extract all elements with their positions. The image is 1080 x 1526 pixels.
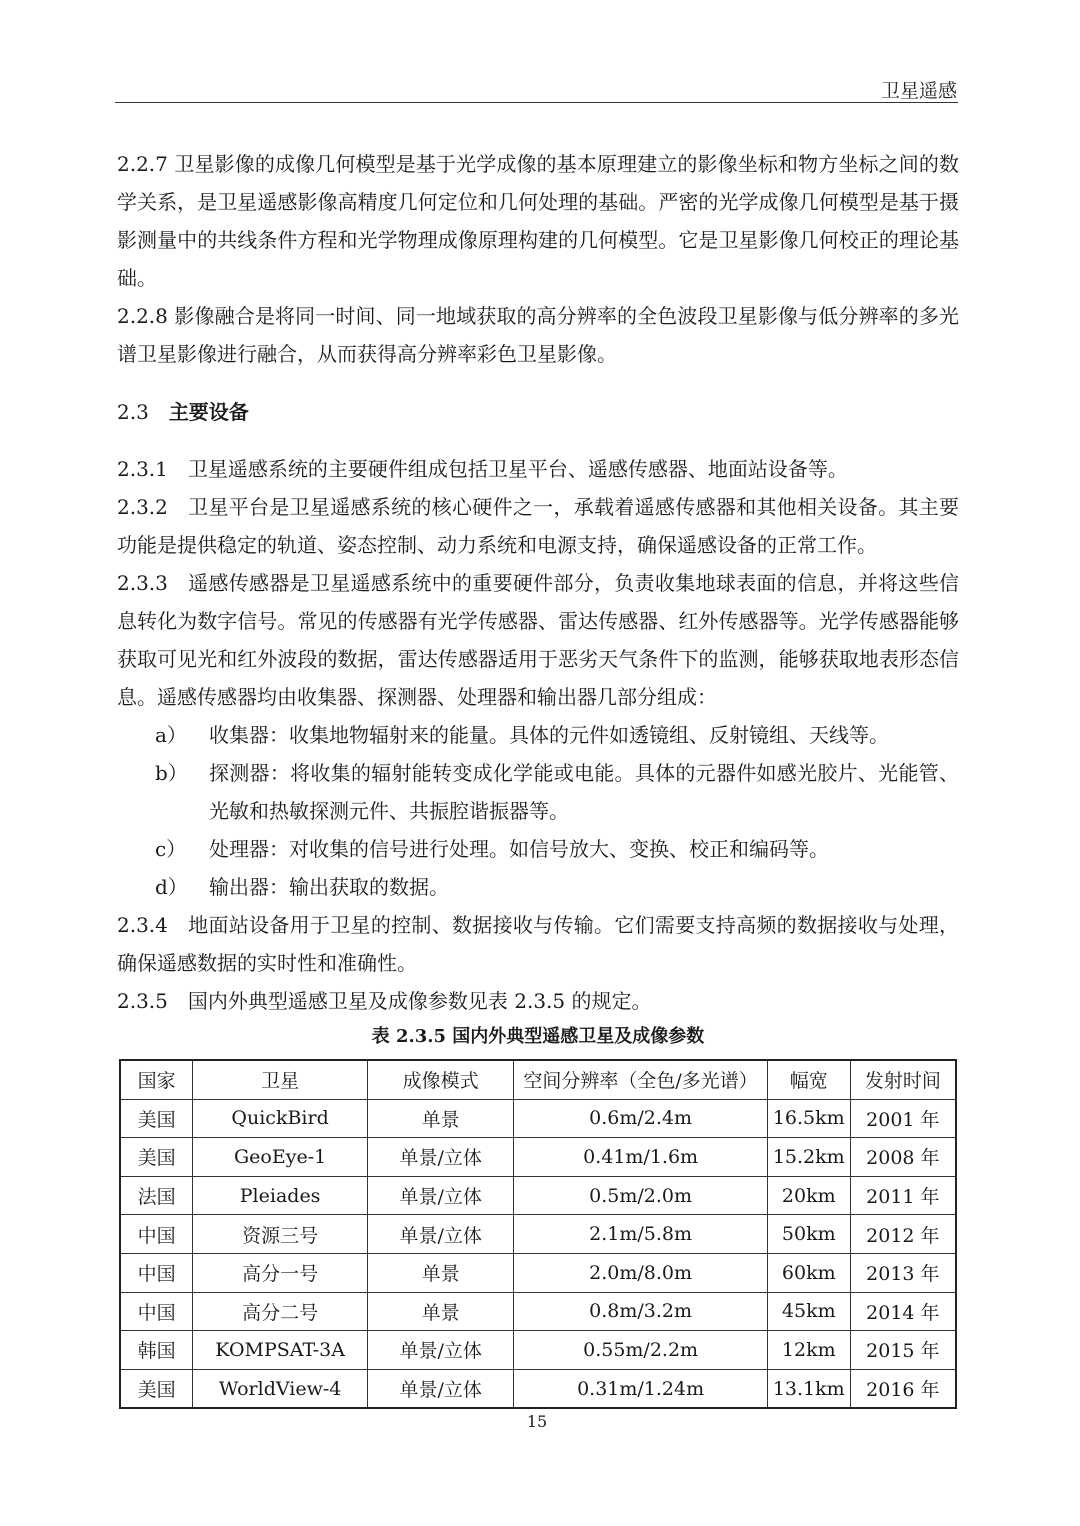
- clause-2-3-5: [117, 982, 959, 1020]
- list-marker: b）: [155, 761, 188, 785]
- table-cell: 0.8m/3.2m: [514, 1292, 767, 1331]
- table-row: [120, 1215, 956, 1254]
- table-cell: 高分二号: [193, 1292, 368, 1331]
- table-cell: 60km: [767, 1253, 850, 1292]
- list-text: 输出器：输出获取的数据。: [209, 875, 449, 899]
- list-text: 收集器：收集地物辐射来的能量。具体的元件如透镜组、反射镜组、天线等。: [209, 723, 889, 747]
- running-header: 卫星遥感: [880, 80, 957, 102]
- table-cell: 中国: [120, 1253, 193, 1292]
- table-cell: 单景/立体: [367, 1215, 513, 1254]
- table-cell: 资源三号: [193, 1215, 368, 1254]
- table-cell: QuickBird: [193, 1099, 368, 1138]
- table-row: [120, 1176, 956, 1215]
- document-body: [117, 145, 959, 1020]
- table-cell: 2008 年: [850, 1138, 956, 1177]
- table-cell: 0.55m/2.2m: [514, 1331, 767, 1370]
- table-cell: 2015 年: [850, 1331, 956, 1370]
- table-cell: 0.41m/1.6m: [514, 1138, 767, 1177]
- table-cell: KOMPSAT-3A: [193, 1331, 368, 1370]
- table-cell: 美国: [120, 1138, 193, 1177]
- section-heading: [117, 393, 959, 431]
- table-cell: 20km: [767, 1176, 850, 1215]
- column-header: 空间分辨率（全色/多光谱）: [514, 1060, 767, 1099]
- satellite-parameters-table: [119, 1059, 957, 1409]
- clause-text: 遥感传感器是卫星遥感系统中的重要硬件部分，负责收集地球表面的信息，并将这些信息转化为数字信号。常见的传感器有光学传感器、雷达传感器、红外传感器等。光学传感器能够获取可见光和红外波段的数据，雷达传感器适用于恶劣天气条件下的监测，能够获取地表形态信息。遥感传感器均由收集器、探测器、处理器和输出器几部分组成：: [117, 571, 959, 709]
- table-cell: 2016 年: [850, 1369, 956, 1408]
- clause-number: 2.3.1: [117, 457, 168, 481]
- table-cell: WorldView-4: [193, 1369, 368, 1408]
- table-cell: 12km: [767, 1331, 850, 1370]
- list-item: [117, 716, 959, 754]
- table-row: [120, 1331, 956, 1370]
- clause-number: 2.3.2: [117, 495, 168, 519]
- table-cell: 2012 年: [850, 1215, 956, 1254]
- table-cell: 2013 年: [850, 1253, 956, 1292]
- table-cell: 2.0m/8.0m: [514, 1253, 767, 1292]
- clause-2-3-4: [117, 906, 959, 982]
- clause-text: 国内外典型遥感卫星及成像参数见表 2.3.5 的规定。: [187, 989, 652, 1013]
- list-text: 探测器：将收集的辐射能转变成化学能或电能。具体的元器件如感光胶片、光能管、光敏和热敏探测元件、共振腔谐振器等。: [209, 761, 959, 823]
- column-header: 成像模式: [367, 1060, 513, 1099]
- table-cell: 2011 年: [850, 1176, 956, 1215]
- table-cell: 单景/立体: [367, 1176, 513, 1215]
- table-cell: 2014 年: [850, 1292, 956, 1331]
- table-caption: 表 2.3.5 国内外典型遥感卫星及成像参数: [371, 1026, 705, 1047]
- clause-2-3-2: [117, 488, 959, 564]
- clause-2-3-3: [117, 564, 959, 716]
- list-text: 处理器：对收集的信号进行处理。如信号放大、变换、校正和编码等。: [209, 837, 829, 861]
- table-row: [120, 1369, 956, 1408]
- table-cell: 50km: [767, 1215, 850, 1254]
- table-cell: 高分一号: [193, 1253, 368, 1292]
- table-cell: GeoEye-1: [193, 1138, 368, 1177]
- list-item: [117, 830, 959, 868]
- table-cell: 16.5km: [767, 1099, 850, 1138]
- paragraph-2-2-7: 2.2.7 卫星影像的成像几何模型是基于光学成像的基本原理建立的影像坐标和物方坐标之间的数学关系，是卫星遥感影像高精度几何定位和几何处理的基础。严密的光学成像几何模型是基于摄影测量中的共线条件方程和光学物理成像原理构建的几何模型。它是卫星影像几何校正的理论基础。: [117, 152, 959, 290]
- table-row: [120, 1099, 956, 1138]
- header-rule: [115, 102, 958, 103]
- table-cell: 0.6m/2.4m: [514, 1099, 767, 1138]
- table-cell: 单景/立体: [367, 1331, 513, 1370]
- table-cell: 45km: [767, 1292, 850, 1331]
- table-cell: 法国: [120, 1176, 193, 1215]
- table-cell: 13.1km: [767, 1369, 850, 1408]
- table-cell: 单景/立体: [367, 1369, 513, 1408]
- table-cell: 美国: [120, 1369, 193, 1408]
- column-header: 国家: [120, 1060, 193, 1099]
- list-marker: a）: [155, 723, 187, 747]
- table-cell: 0.31m/1.24m: [514, 1369, 767, 1408]
- table-cell: 单景: [367, 1099, 513, 1138]
- table-cell: 单景/立体: [367, 1138, 513, 1177]
- clause-number: 2.3.3: [117, 571, 168, 595]
- clause-number: 2.3.5: [117, 989, 168, 1013]
- table-cell: 中国: [120, 1215, 193, 1254]
- column-header: 发射时间: [850, 1060, 956, 1099]
- column-header: 幅宽: [767, 1060, 850, 1099]
- table-cell: 中国: [120, 1292, 193, 1331]
- list-marker: c）: [155, 837, 187, 861]
- component-list: [117, 716, 959, 906]
- list-item: [117, 868, 959, 906]
- table-cell: 美国: [120, 1099, 193, 1138]
- list-item: [117, 754, 959, 830]
- table-cell: 2.1m/5.8m: [514, 1215, 767, 1254]
- table-cell: 0.5m/2.0m: [514, 1176, 767, 1215]
- column-header: 卫星: [193, 1060, 368, 1099]
- table-row: [120, 1253, 956, 1292]
- clause-number: 2.3.4: [117, 913, 168, 937]
- clause-text: 地面站设备用于卫星的控制、数据接收与传输。它们需要支持高频的数据接收与处理，确保遥感数据的实时性和准确性。: [117, 913, 959, 975]
- table-row: [120, 1138, 956, 1177]
- table-header-row: [120, 1060, 956, 1099]
- section-number: 2.3: [117, 400, 149, 424]
- table-cell: 15.2km: [767, 1138, 850, 1177]
- page-number: 15: [526, 1412, 548, 1431]
- table-cell: 单景: [367, 1292, 513, 1331]
- list-marker: d）: [155, 875, 188, 899]
- table-cell: 单景: [367, 1253, 513, 1292]
- clause-text: 卫星遥感系统的主要硬件组成包括卫星平台、遥感传感器、地面站设备等。: [187, 457, 848, 481]
- table-cell: Pleiades: [193, 1176, 368, 1215]
- section-title: 主要设备: [168, 400, 249, 424]
- clause-text: 卫星平台是卫星遥感系统的核心硬件之一，承载着遥感传感器和其他相关设备。其主要功能是提供稳定的轨道、姿态控制、动力系统和电源支持，确保遥感设备的正常工作。: [117, 495, 959, 557]
- table-row: [120, 1292, 956, 1331]
- table-cell: 韩国: [120, 1331, 193, 1370]
- clause-2-3-1: [117, 450, 959, 488]
- table-cell: 2001 年: [850, 1099, 956, 1138]
- paragraph-2-2-8: 2.2.8 影像融合是将同一时间、同一地域获取的高分辨率的全色波段卫星影像与低分辨率的多光谱卫星影像进行融合，从而获得高分辨率彩色卫星影像。: [117, 304, 959, 366]
